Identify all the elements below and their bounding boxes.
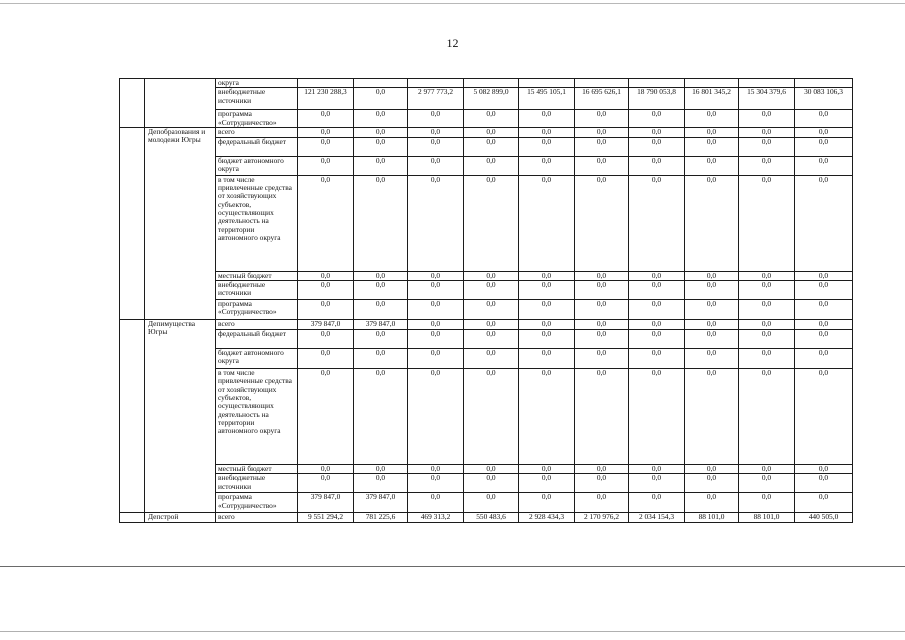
funding-table-container	[119, 78, 853, 523]
table-row	[120, 88, 853, 110]
value-cell: 0,0	[408, 110, 464, 128]
funding-source-cell: бюджет автономного округа	[216, 156, 298, 175]
funding-source-cell: всего	[216, 127, 298, 137]
value-cell: 0,0	[408, 493, 464, 513]
value-cell: 0,0	[354, 330, 408, 349]
value-cell: 0,0	[464, 349, 519, 369]
table-row	[120, 474, 853, 493]
value-cell: 0,0	[629, 137, 685, 156]
value-cell: 30 083 106,3	[795, 88, 853, 110]
value-cell: 0,0	[519, 493, 575, 513]
value-cell: 0,0	[354, 474, 408, 493]
value-cell: 0,0	[354, 465, 408, 474]
value-cell	[575, 79, 629, 88]
value-cell: 0,0	[519, 110, 575, 128]
funding-source-cell: всего	[216, 513, 298, 523]
value-cell: 0,0	[629, 330, 685, 349]
value-cell: 0,0	[519, 474, 575, 493]
value-cell: 0,0	[298, 369, 354, 465]
value-cell: 88 101,0	[739, 513, 795, 523]
value-cell: 2 034 154,3	[629, 513, 685, 523]
value-cell: 0,0	[519, 271, 575, 280]
value-cell: 0,0	[519, 281, 575, 300]
row-index-cell	[120, 513, 145, 523]
value-cell: 16 695 626,1	[575, 88, 629, 110]
value-cell: 0,0	[464, 330, 519, 349]
table-row	[120, 369, 853, 465]
value-cell: 0,0	[795, 137, 853, 156]
value-cell: 0,0	[685, 137, 739, 156]
value-cell: 2 928 434,3	[519, 513, 575, 523]
funding-source-cell: внебюджетные источники	[216, 474, 298, 493]
value-cell: 0,0	[519, 300, 575, 320]
value-cell: 0,0	[739, 156, 795, 175]
funding-source-cell: программа «Сотрудничество»	[216, 300, 298, 320]
funding-source-cell: внебюджетные источники	[216, 88, 298, 110]
value-cell: 0,0	[354, 175, 408, 271]
top-scan-edge	[0, 3, 905, 4]
value-cell: 0,0	[685, 156, 739, 175]
value-cell: 0,0	[408, 465, 464, 474]
funding-source-cell: в том числе привлеченные средства от хозяйствующих субъектов, осуществляющих деятельность на территории автономного округа	[216, 175, 298, 271]
value-cell: 0,0	[575, 320, 629, 330]
funding-source-cell: округа	[216, 79, 298, 88]
value-cell: 0,0	[739, 493, 795, 513]
value-cell: 0,0	[298, 300, 354, 320]
value-cell: 0,0	[575, 281, 629, 300]
value-cell: 0,0	[464, 369, 519, 465]
funding-source-cell: местный бюджет	[216, 465, 298, 474]
value-cell: 0,0	[575, 369, 629, 465]
value-cell: 379 847,0	[354, 493, 408, 513]
value-cell: 0,0	[795, 369, 853, 465]
page-number: 12	[446, 36, 459, 50]
value-cell: 121 230 288,3	[298, 88, 354, 110]
value-cell: 0,0	[629, 493, 685, 513]
table-row	[120, 137, 853, 156]
value-cell: 0,0	[298, 474, 354, 493]
value-cell: 0,0	[464, 320, 519, 330]
value-cell: 0,0	[519, 175, 575, 271]
value-cell: 0,0	[685, 300, 739, 320]
value-cell: 0,0	[685, 474, 739, 493]
value-cell: 0,0	[629, 349, 685, 369]
value-cell: 15 495 105,1	[519, 88, 575, 110]
value-cell: 0,0	[464, 110, 519, 128]
value-cell: 0,0	[795, 156, 853, 175]
value-cell: 18 790 053,8	[629, 88, 685, 110]
value-cell: 0,0	[739, 474, 795, 493]
funding-table	[119, 78, 853, 523]
value-cell: 0,0	[685, 110, 739, 128]
organization-cell: Депимущества Югры	[145, 320, 216, 513]
value-cell: 0,0	[408, 369, 464, 465]
value-cell: 0,0	[464, 493, 519, 513]
value-cell: 0,0	[739, 271, 795, 280]
value-cell: 0,0	[795, 110, 853, 128]
row-index-cell	[120, 79, 145, 128]
value-cell: 0,0	[739, 137, 795, 156]
value-cell: 0,0	[519, 156, 575, 175]
table-row	[120, 110, 853, 128]
value-cell: 5 082 899,0	[464, 88, 519, 110]
value-cell: 0,0	[464, 271, 519, 280]
value-cell: 0,0	[795, 493, 853, 513]
table-row	[120, 175, 853, 271]
value-cell: 0,0	[629, 110, 685, 128]
value-cell: 0,0	[354, 349, 408, 369]
value-cell: 0,0	[575, 493, 629, 513]
organization-cell: Депстрой	[145, 513, 216, 523]
value-cell: 0,0	[795, 320, 853, 330]
value-cell: 0,0	[464, 474, 519, 493]
value-cell: 0,0	[408, 330, 464, 349]
value-cell: 0,0	[739, 127, 795, 137]
value-cell: 0,0	[354, 127, 408, 137]
value-cell: 0,0	[629, 156, 685, 175]
table-row	[120, 79, 853, 88]
value-cell: 0,0	[519, 127, 575, 137]
table-row	[120, 465, 853, 474]
value-cell: 0,0	[685, 493, 739, 513]
value-cell: 0,0	[519, 320, 575, 330]
table-row	[120, 271, 853, 280]
value-cell: 0,0	[464, 281, 519, 300]
value-cell: 0,0	[298, 127, 354, 137]
value-cell: 0,0	[575, 127, 629, 137]
value-cell: 0,0	[685, 175, 739, 271]
value-cell: 0,0	[739, 175, 795, 271]
value-cell: 0,0	[629, 474, 685, 493]
value-cell: 0,0	[408, 320, 464, 330]
value-cell: 0,0	[575, 175, 629, 271]
value-cell: 0,0	[464, 156, 519, 175]
value-cell: 0,0	[739, 300, 795, 320]
value-cell	[464, 79, 519, 88]
value-cell: 0,0	[575, 474, 629, 493]
value-cell: 0,0	[685, 271, 739, 280]
bottom-scan-edge	[0, 631, 905, 632]
row-index-cell	[120, 320, 145, 513]
value-cell: 0,0	[408, 300, 464, 320]
table-row	[120, 156, 853, 175]
value-cell: 0,0	[354, 271, 408, 280]
footer-divider	[0, 566, 905, 567]
value-cell	[795, 79, 853, 88]
value-cell: 0,0	[519, 349, 575, 369]
value-cell: 0,0	[575, 271, 629, 280]
value-cell: 0,0	[575, 156, 629, 175]
value-cell: 0,0	[575, 300, 629, 320]
funding-source-cell: программа «Сотрудничество»	[216, 110, 298, 128]
value-cell: 0,0	[795, 271, 853, 280]
value-cell: 0,0	[464, 127, 519, 137]
value-cell	[408, 79, 464, 88]
value-cell: 0,0	[298, 271, 354, 280]
table-row	[120, 300, 853, 320]
value-cell	[739, 79, 795, 88]
value-cell: 16 801 345,2	[685, 88, 739, 110]
value-cell: 0,0	[739, 349, 795, 369]
value-cell: 0,0	[464, 175, 519, 271]
value-cell: 781 225,6	[354, 513, 408, 523]
value-cell: 0,0	[629, 175, 685, 271]
table-row	[120, 349, 853, 369]
value-cell: 0,0	[298, 156, 354, 175]
value-cell: 0,0	[739, 369, 795, 465]
value-cell: 0,0	[739, 281, 795, 300]
funding-source-cell: программа «Сотрудничество»	[216, 493, 298, 513]
value-cell: 550 483,6	[464, 513, 519, 523]
value-cell: 379 847,0	[298, 493, 354, 513]
value-cell: 0,0	[685, 320, 739, 330]
value-cell: 0,0	[739, 320, 795, 330]
row-index-cell	[120, 127, 145, 319]
organization-cell: Депобразования и молодежи Югры	[145, 127, 216, 319]
value-cell: 0,0	[298, 281, 354, 300]
value-cell: 0,0	[519, 369, 575, 465]
value-cell: 0,0	[739, 330, 795, 349]
value-cell: 0,0	[298, 175, 354, 271]
value-cell	[629, 79, 685, 88]
value-cell: 0,0	[408, 127, 464, 137]
value-cell: 0,0	[464, 300, 519, 320]
value-cell	[519, 79, 575, 88]
value-cell: 0,0	[519, 137, 575, 156]
value-cell: 0,0	[629, 127, 685, 137]
organization-cell	[145, 79, 216, 128]
value-cell: 0,0	[575, 349, 629, 369]
value-cell: 0,0	[408, 137, 464, 156]
value-cell: 2 170 976,2	[575, 513, 629, 523]
value-cell: 2 977 773,2	[408, 88, 464, 110]
value-cell: 0,0	[795, 175, 853, 271]
value-cell: 379 847,0	[354, 320, 408, 330]
value-cell: 0,0	[408, 349, 464, 369]
value-cell: 15 304 379,6	[739, 88, 795, 110]
value-cell: 0,0	[685, 330, 739, 349]
value-cell: 0,0	[298, 110, 354, 128]
value-cell: 0,0	[629, 271, 685, 280]
value-cell: 0,0	[629, 320, 685, 330]
value-cell: 9 551 294,2	[298, 513, 354, 523]
value-cell: 0,0	[519, 465, 575, 474]
table-row	[120, 127, 853, 137]
value-cell: 0,0	[464, 465, 519, 474]
funding-source-cell: федеральный бюджет	[216, 137, 298, 156]
funding-source-cell: всего	[216, 320, 298, 330]
value-cell: 0,0	[354, 137, 408, 156]
value-cell: 469 313,2	[408, 513, 464, 523]
value-cell: 0,0	[685, 349, 739, 369]
funding-source-cell: в том числе привлеченные средства от хозяйствующих субъектов, осуществляющих деятельность на территории автономного округа	[216, 369, 298, 465]
value-cell: 0,0	[739, 465, 795, 474]
value-cell: 0,0	[629, 300, 685, 320]
value-cell	[685, 79, 739, 88]
value-cell: 0,0	[354, 281, 408, 300]
value-cell: 0,0	[408, 281, 464, 300]
table-row	[120, 281, 853, 300]
value-cell: 0,0	[298, 137, 354, 156]
value-cell: 88 101,0	[685, 513, 739, 523]
value-cell: 0,0	[298, 349, 354, 369]
value-cell: 0,0	[408, 156, 464, 175]
value-cell: 0,0	[629, 281, 685, 300]
funding-source-cell: федеральный бюджет	[216, 330, 298, 349]
table-row	[120, 330, 853, 349]
value-cell: 0,0	[629, 465, 685, 474]
funding-source-cell: бюджет автономного округа	[216, 349, 298, 369]
value-cell: 0,0	[519, 330, 575, 349]
value-cell: 0,0	[795, 330, 853, 349]
value-cell: 0,0	[739, 110, 795, 128]
table-row	[120, 493, 853, 513]
value-cell: 0,0	[685, 465, 739, 474]
table-row	[120, 320, 853, 330]
value-cell: 0,0	[464, 137, 519, 156]
value-cell	[354, 79, 408, 88]
value-cell: 0,0	[795, 127, 853, 137]
value-cell: 0,0	[575, 465, 629, 474]
funding-table-body	[120, 79, 853, 523]
value-cell: 0,0	[354, 300, 408, 320]
value-cell: 0,0	[354, 110, 408, 128]
value-cell: 0,0	[354, 369, 408, 465]
value-cell: 0,0	[575, 330, 629, 349]
value-cell: 0,0	[298, 330, 354, 349]
value-cell: 0,0	[354, 88, 408, 110]
value-cell: 0,0	[575, 137, 629, 156]
value-cell: 0,0	[408, 271, 464, 280]
value-cell: 0,0	[795, 300, 853, 320]
value-cell: 0,0	[795, 465, 853, 474]
value-cell: 0,0	[629, 369, 685, 465]
value-cell: 0,0	[795, 474, 853, 493]
value-cell	[298, 79, 354, 88]
value-cell: 440 505,0	[795, 513, 853, 523]
value-cell: 0,0	[685, 127, 739, 137]
value-cell: 0,0	[795, 281, 853, 300]
funding-source-cell: местный бюджет	[216, 271, 298, 280]
funding-source-cell: внебюджетные источники	[216, 281, 298, 300]
value-cell: 0,0	[354, 156, 408, 175]
value-cell: 379 847,0	[298, 320, 354, 330]
value-cell: 0,0	[408, 175, 464, 271]
value-cell: 0,0	[685, 369, 739, 465]
table-row	[120, 513, 853, 523]
value-cell: 0,0	[575, 110, 629, 128]
value-cell: 0,0	[685, 281, 739, 300]
value-cell: 0,0	[408, 474, 464, 493]
value-cell: 0,0	[795, 349, 853, 369]
value-cell: 0,0	[298, 465, 354, 474]
